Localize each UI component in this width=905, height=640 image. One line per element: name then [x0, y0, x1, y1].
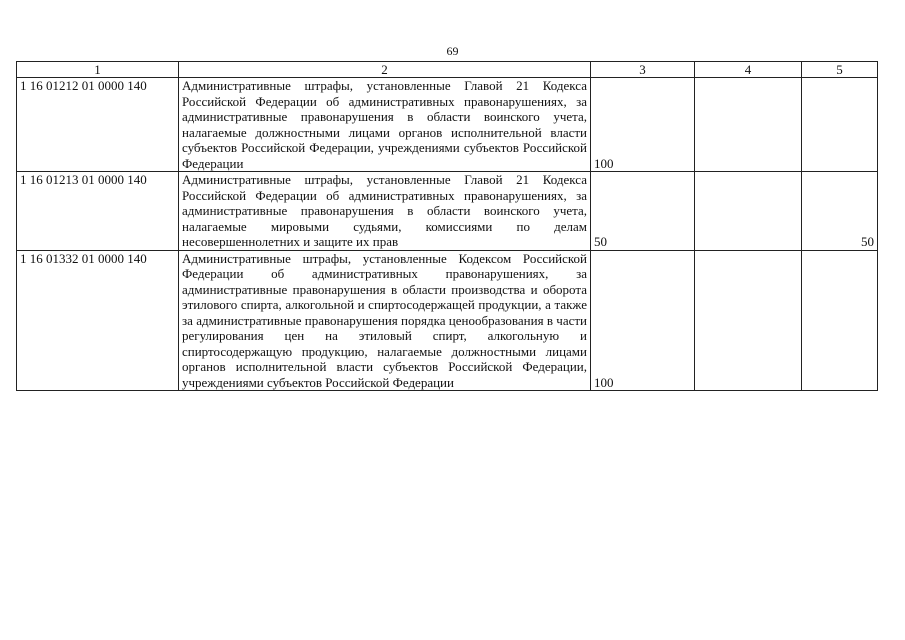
row-value-col5: 50: [802, 172, 878, 251]
row-value-col4: [695, 78, 802, 172]
row-description: Административные штрафы, установленные Кодексом Российской Федерации об административных правонарушениях, за административные правонарушения в области производства и оборота этилового спирта, алкогольной и спиртосодержащей продукции, а также за административные правонарушения порядка ценообразования в части регулирования цен на этиловый спирт, алкогольную и спиртосодержащую продукцию, налагаемые должностными лицами органов исполнительной власти субъектов Российской Федерации, учреждениями субъектов Российской Федерации: [179, 250, 591, 391]
row-value-col5: [802, 250, 878, 391]
table-row: [17, 250, 878, 391]
row-code: 1 16 01332 01 0000 140: [17, 250, 179, 391]
row-value-col4: [695, 172, 802, 251]
row-value-col3: 100: [591, 250, 695, 391]
header-col-5: 5: [802, 62, 878, 78]
table-row: [17, 172, 878, 251]
row-value-col3: 100: [591, 78, 695, 172]
header-col-2: 2: [179, 62, 591, 78]
row-description: Административные штрафы, установленные Главой 21 Кодекса Российской Федерации об административных правонарушениях, за административные правонарушения в области воинского учета, налагаемые должностными лицами органов исполнительной власти субъектов Российской Федерации, учреждениями субъектов Российской Федерации: [179, 78, 591, 172]
row-code: 1 16 01213 01 0000 140: [17, 172, 179, 251]
header-col-1: 1: [17, 62, 179, 78]
page-number: 69: [446, 44, 459, 58]
table-row: [17, 78, 878, 172]
budget-table: [16, 61, 878, 391]
row-description: Административные штрафы, установленные Главой 21 Кодекса Российской Федерации об административных правонарушениях, за административные правонарушения в области воинского учета, налагаемые мировыми судьями, комиссиями по делам несовершеннолетних и защите их прав: [179, 172, 591, 251]
table-header-row: [17, 62, 878, 78]
header-col-4: 4: [695, 62, 802, 78]
row-value-col3: 50: [591, 172, 695, 251]
row-value-col5: [802, 78, 878, 172]
row-code: 1 16 01212 01 0000 140: [17, 78, 179, 172]
header-col-3: 3: [591, 62, 695, 78]
row-value-col4: [695, 250, 802, 391]
